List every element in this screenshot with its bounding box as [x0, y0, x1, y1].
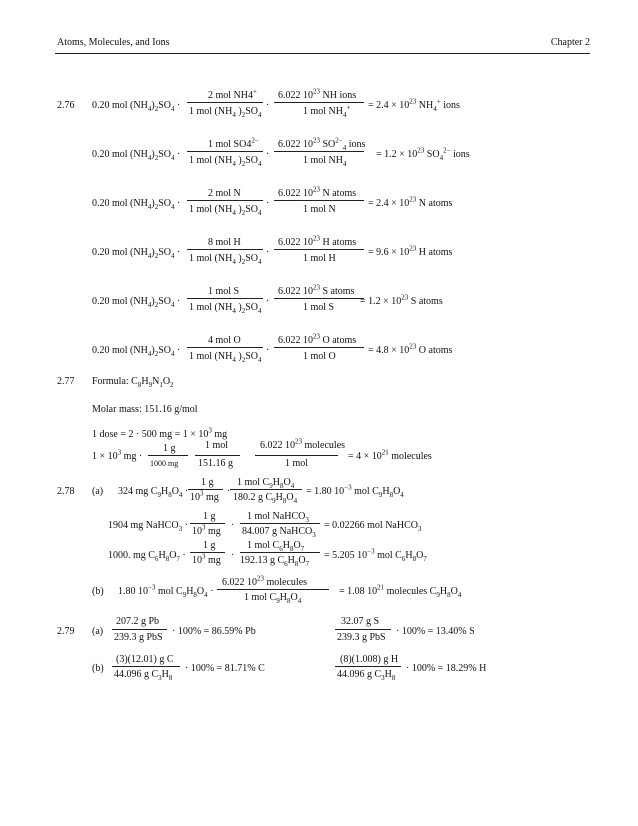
fraction-numerator: 6.022 $10^{23}$ O atoms: [278, 332, 357, 346]
result: = $4.8 \times 10^{23}$ O atoms: [368, 342, 453, 356]
fraction-denominator: 1 mol ($NH_4$ )$_2SO_4$: [189, 253, 262, 266]
result: = $1.2 \times 10^{23}$ S atoms: [360, 293, 443, 307]
fraction-bar: [274, 200, 364, 201]
result: = 0.02266 mol NaHCO$_3$: [324, 520, 422, 533]
fraction-bar: [195, 455, 240, 456]
fraction-bar: [274, 151, 364, 152]
dot: ·: [266, 296, 270, 307]
dot: ·: [266, 198, 270, 209]
fraction-numerator: 1 g: [203, 511, 216, 522]
fraction-bar: [274, 102, 364, 103]
fraction-bar: [335, 666, 401, 667]
fraction-numerator: 207.2 g Pb: [116, 616, 160, 627]
dot: ·: [231, 550, 235, 561]
dot: ·: [231, 520, 235, 531]
fraction-numerator: 6.022 $10^{23}$ N atoms: [278, 185, 357, 199]
fraction-bar: [190, 523, 225, 524]
calc-lead: 0.20 mol $(NH_4)_2SO_4$ ·: [92, 296, 181, 309]
result: = $9.6 \times 10^{23}$ H atoms: [368, 244, 453, 258]
fraction-denominator: 1 mol $C_9H_8O_4$: [244, 592, 302, 605]
fraction-denominator: 1 mol ($NH_4$ )$_2SO_4$: [189, 302, 262, 315]
dot: ·: [266, 149, 270, 160]
dot: ·: [195, 451, 199, 462]
fraction-denominator: 1 mol ($NH_4$ )$_2SO_4$: [189, 351, 262, 364]
fraction-numerator: 1 mol $SO4^{2-}$: [208, 136, 259, 150]
fraction-denominator: 1 mol: [285, 458, 309, 469]
fraction-numerator: 2 mol N: [208, 188, 241, 199]
fraction-bar: [274, 298, 364, 299]
fraction-bar: [274, 347, 364, 348]
calc-lead: 0.20 mol $(NH_4)_2SO_4$ ·: [92, 247, 181, 260]
fraction-denominator: 1 mol ($NH_4$ )$_2SO_4$: [189, 106, 262, 119]
fraction-denominator: 239.3 g PbS: [114, 632, 163, 643]
fraction-bar: [217, 589, 329, 590]
fraction-numerator: 1 mol: [205, 440, 229, 451]
header-right: Chapter 2: [550, 37, 590, 48]
fraction-denominator: $10^3$ mg: [190, 489, 219, 503]
result: · 100% = 81.71% C: [185, 663, 265, 674]
calc-lead: 1904 mg NaHCO$_3$ ·: [108, 520, 188, 533]
calc-lead: $1 \times 10^3$ mg ·: [92, 448, 143, 462]
fraction-denominator: $10^3$ mg: [192, 552, 221, 566]
dose-line: 1 dose = 2 · 500 mg = $1 \times 10^3$ mg: [92, 426, 228, 440]
fraction-bar: [230, 489, 302, 490]
fraction-bar: [148, 455, 188, 456]
fraction-denominator: 180.2 g $C_9H_8O_4$: [233, 492, 298, 505]
result: = $2.4 \times 10^{23}$ N atoms: [368, 195, 453, 209]
fraction-bar: [187, 200, 263, 201]
result: · 100% = 13.40% S: [396, 626, 475, 637]
fraction-numerator: 1 mol $C_9H_8O_4$: [237, 477, 295, 490]
header-left: Atoms, Molecules, and Ions: [57, 37, 170, 48]
fraction-numerator: 6.022 $10^{23}$ molecules: [222, 574, 308, 588]
fraction-bar: [187, 102, 263, 103]
fraction-denominator: 1 mol N: [303, 204, 336, 215]
fraction-denominator: 1 mol $NH_4^+$: [303, 103, 351, 119]
fraction-bar: [187, 151, 263, 152]
dot: ·: [227, 486, 231, 497]
fraction-numerator: 32.07 g S: [341, 616, 380, 627]
fraction-bar: [112, 666, 180, 667]
result: = $2.4 \times 10^{23}$ $NH_4^+$ ions: [368, 97, 460, 113]
calc-lead: 1.80 $10^{-3}$ mol $C_9H_8O_4$ ·: [118, 583, 214, 599]
result: = 5.205 $10^{-3}$ mol $C_6H_8O_7$: [324, 547, 427, 563]
calc-lead: 324 mg $C_9H_8O_4$ ·: [118, 486, 189, 499]
dot: ·: [266, 345, 270, 356]
result: = $4 \times 10^{21}$ molecules: [348, 448, 432, 462]
fraction-denominator: 44.096 g $C_3H_8$: [337, 669, 396, 682]
part-label: (b): [92, 663, 104, 674]
fraction-numerator: (3)(12.01) g C: [116, 654, 174, 665]
fraction-numerator: 2 mol NH4+: [208, 87, 257, 101]
header-rule: [55, 53, 590, 54]
fraction-denominator: 1 mol $NH_4$: [303, 155, 347, 168]
part-label: (a): [92, 486, 104, 497]
fraction-bar: [240, 552, 320, 553]
molar-mass-line: Molar mass: 151.16 g/mol: [92, 404, 198, 415]
fraction-bar: [187, 298, 263, 299]
fraction-numerator: 1 mol $C_6H_8O_7$: [247, 540, 305, 553]
fraction-denominator: 44.096 g $C_3H_8$: [114, 669, 173, 682]
fraction-denominator: 1000 mg: [150, 459, 179, 468]
fraction-bar: [190, 552, 225, 553]
fraction-numerator: 6.022 $10^{23}$ $SO^{2-}_4$ ions: [278, 136, 366, 152]
fraction-bar: [188, 489, 223, 490]
fraction-bar: [187, 249, 263, 250]
fraction-numerator: (8)(1.008) g H: [340, 654, 399, 665]
fraction-denominator: 1 mol H: [303, 253, 336, 264]
formula-line: Formula: $C_8H_9N_1O_2$: [92, 376, 174, 389]
fraction-numerator: 6.022 $10^{23}$ NH ions: [278, 87, 357, 101]
problem-number: 2.76: [57, 100, 75, 111]
fraction-bar: [255, 455, 338, 456]
calc-lead: 0.20 mol $(NH_4)_2SO_4$ ·: [92, 198, 181, 211]
fraction-numerator: 1 g: [203, 540, 216, 551]
dot: ·: [266, 247, 270, 258]
fraction-denominator: $10^3$ mg: [192, 523, 221, 537]
fraction-numerator: 6.022 $10^{23}$ molecules: [260, 437, 346, 451]
problem-number: 2.79: [57, 626, 75, 637]
result: · 100% = 86.59% Pb: [172, 626, 256, 637]
fraction-numerator: 1 mol S: [208, 286, 240, 297]
fraction-numerator: 6.022 $10^{23}$ H atoms: [278, 234, 357, 248]
calc-lead: 0.20 mol $(NH_4)_2SO_4$ ·: [92, 100, 181, 113]
result: · 100% = 18.29% H: [406, 663, 487, 674]
calc-lead: 0.20 mol $(NH_4)_2SO_4$ ·: [92, 149, 181, 162]
fraction-bar: [274, 249, 364, 250]
fraction-numerator: 8 mol H: [208, 237, 241, 248]
fraction-denominator: 1 mol O: [303, 351, 336, 362]
fraction-denominator: 151.16 g: [198, 458, 233, 469]
fraction-denominator: 84.007 g NaHCO$_3$: [242, 526, 316, 539]
fraction-bar: [335, 629, 391, 630]
dot: ·: [266, 100, 270, 111]
fraction-numerator: 1 mol NaHCO$_3$: [247, 511, 309, 524]
fraction-denominator: 192.13 g $C_6H_8O_7$: [240, 555, 310, 568]
fraction-denominator: 1 mol S: [303, 302, 335, 313]
calc-lead: 1000. mg $C_6H_8O_7$ ·: [108, 550, 186, 563]
problem-number: 2.78: [57, 486, 75, 497]
part-label: (b): [92, 586, 104, 597]
dot: ·: [254, 451, 258, 462]
problem-number: 2.77: [57, 376, 75, 387]
fraction-numerator: 1 g: [163, 443, 176, 454]
fraction-denominator: 1 mol ($NH_4$ )$_2SO_4$: [189, 204, 262, 217]
fraction-bar: [240, 523, 320, 524]
result: = $1.2 \times 10^{23}$ $SO_4^{2-}$ ions: [376, 146, 470, 162]
fraction-denominator: 1 mol ($NH_4$ )$_2SO_4$: [189, 155, 262, 168]
fraction-denominator: 239.3 g PbS: [337, 632, 386, 643]
fraction-bar: [187, 347, 263, 348]
fraction-bar: [112, 629, 167, 630]
fraction-numerator: 4 mol O: [208, 335, 241, 346]
result: = 1.08 $10^{21}$ molecules $C_9H_8O_4$: [339, 583, 462, 599]
result: = 1.80 $10^{-3}$ mol $C_9H_8O_4$: [306, 483, 404, 499]
fraction-numerator: 1 g: [201, 477, 214, 488]
fraction-numerator: 6.022 $10^{23}$ S atoms: [278, 283, 355, 297]
calc-lead: 0.20 mol $(NH_4)_2SO_4$ ·: [92, 345, 181, 358]
part-label: (a): [92, 626, 104, 637]
